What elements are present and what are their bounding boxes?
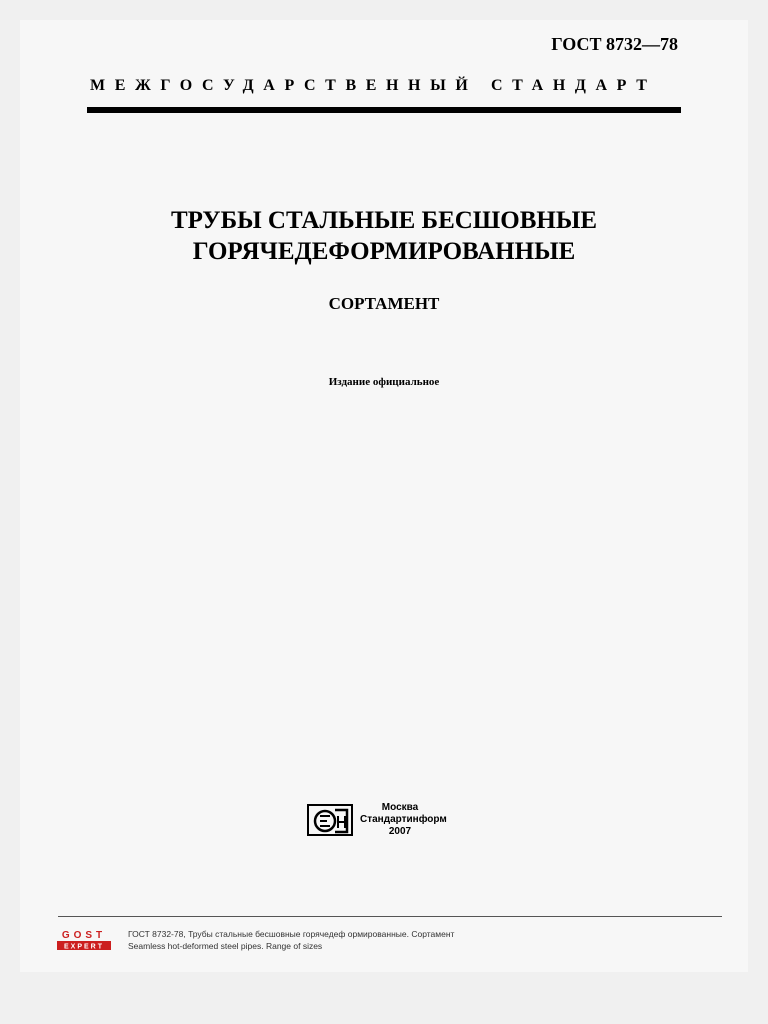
- gost-expert-logo-icon: [57, 929, 111, 951]
- expert-logo-text: EXPERT: [63, 943, 105, 951]
- publisher-imprint: [360, 802, 447, 838]
- footer-divider: [58, 916, 722, 917]
- title-line-1: ТРУБЫ СТАЛЬНЫЕ БЕСШОВНЫЕ: [170, 207, 598, 234]
- edition-note: Издание официальное: [328, 376, 440, 388]
- imprint-year: 2007: [388, 826, 412, 837]
- gost-logo-text: GOST: [61, 930, 107, 941]
- document-code: ГОСТ 8732—78: [551, 34, 678, 54]
- imprint-publisher: Стандартинформ: [360, 814, 447, 825]
- document-title: [0, 205, 768, 267]
- standartinform-logo-icon: [307, 804, 353, 836]
- header-divider: [87, 107, 681, 113]
- title-line-2: ГОРЯЧЕДЕФОРМИРОВАННЫЕ: [192, 238, 576, 265]
- footer-line-ru: ГОСТ 8732-78, Трубы стальные бесшовные горячедеф ормированные. Сортамент: [128, 929, 455, 939]
- document-subtitle: СОРТАМЕНТ: [328, 294, 440, 313]
- imprint-city: Москва: [381, 802, 419, 813]
- footer-line-en: Seamless hot-deformed steel pipes. Range of sizes: [128, 941, 323, 951]
- footer-caption: [128, 928, 454, 952]
- standard-type: МЕЖГОСУДАРСТВЕННЫЙ СТАНДАРТ: [90, 77, 657, 94]
